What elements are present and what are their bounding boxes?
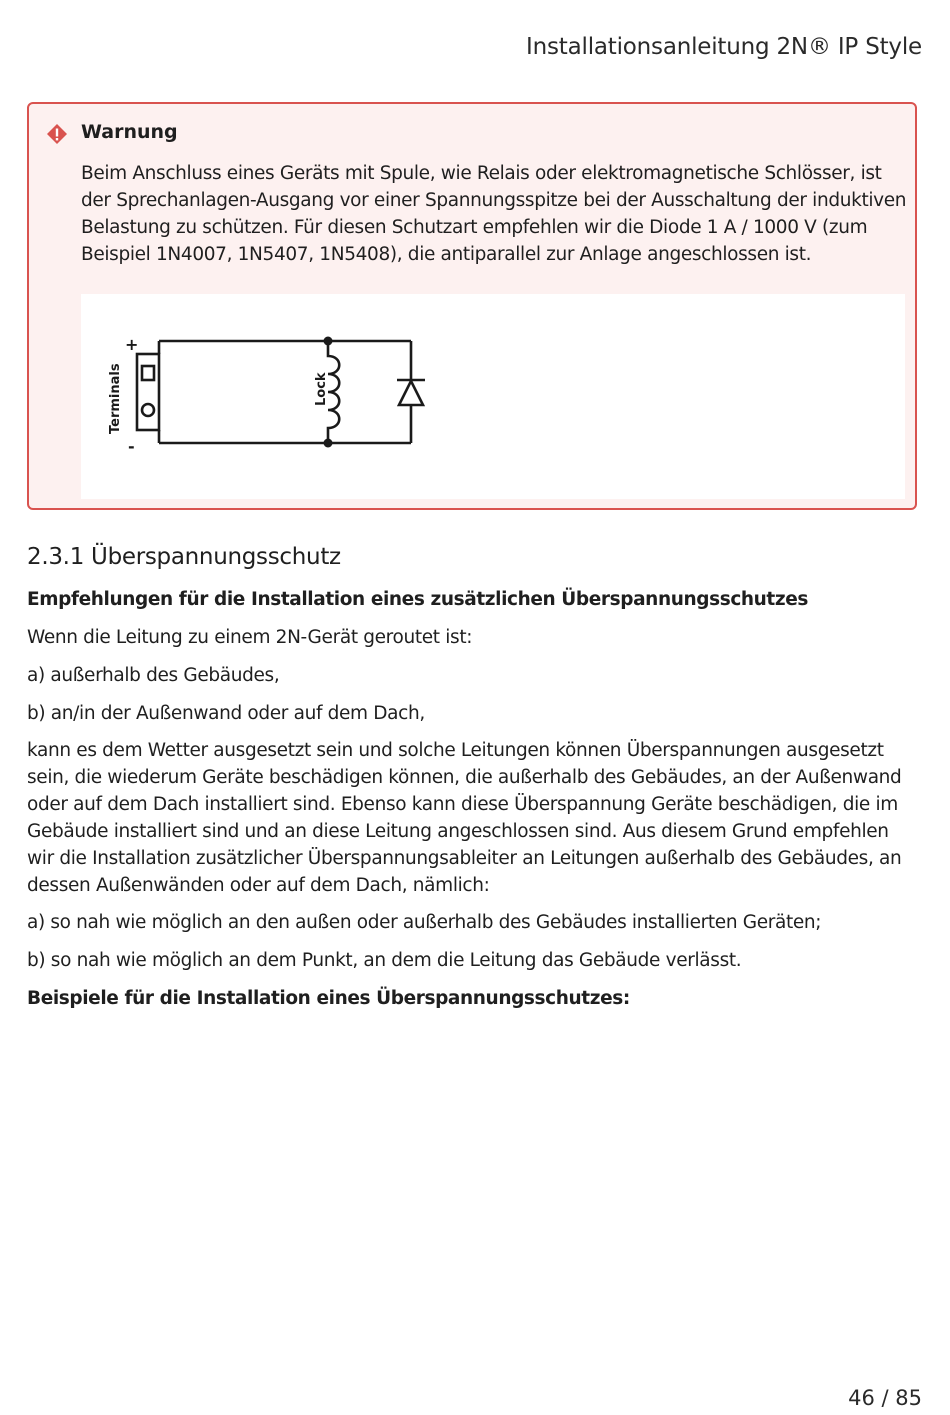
minus-label: - [128,437,135,456]
lock-diode-circuit-diagram [81,294,905,499]
lock-label: Lock [314,372,329,406]
warning-box [27,102,917,510]
recommendations-heading: Empfehlungen für die Installation eines zusätzlichen Überspannungsschutzes [27,589,809,610]
body-paragraph: kann es dem Wetter ausgesetzt sein und solche Leitungen können Überspannungen ausgesetzt sein, die wiederum Geräte beschädigen können, die außerhalb des Gebäudes, an der Außenwand oder auf dem Dach installiert sind. Ebenso kann diese Überspannung Geräte beschädigen, die im Gebäude installiert sind und an diese Leitung angeschlossen sind. Aus diesem Grund empfehlen wir die Installation zusätzlicher Überspannungsableiter an Leitungen außerhalb des Gebäudes, an dessen Außenwänden oder auf dem Dach, nämlich: [27,740,902,896]
examples-heading: Beispiele für die Installation eines Überspannungsschutzes: [27,988,630,1009]
recommendation-a-text: a) so nah wie möglich an den außen oder außerhalb des Gebäudes installierten Geräten; [27,912,822,933]
case-a-text: a) außerhalb des Gebäudes, [27,665,280,686]
circuit-svg [81,294,905,499]
page-number: 46 / 85 [848,1386,922,1410]
section-heading: 2.3.1 Überspannungsschutz [27,544,341,570]
intro-text: Wenn die Leitung zu einem 2N-Gerät geroutet ist: [27,627,473,648]
case-b-text: b) an/in der Außenwand oder auf dem Dach, [27,703,425,724]
terminals-label: Terminals [108,363,123,434]
plus-label: + [125,335,139,354]
page-header-title: Installationsanleitung 2N® IP Style [526,34,922,60]
warning-icon [46,123,68,145]
warning-title: Warnung [81,121,178,143]
warning-text: Beim Anschluss eines Geräts mit Spule, wie Relais oder elektromagnetische Schlösser, ist der Sprechanlagen-Ausgang vor einer Spannungsspitze bei der Ausschaltung der induktiven Belastung zu schützen. Für diesen Schutzart empfehlen wir die Diode 1 A / 1000 V (zum Beispiel 1N4007, 1N5407, 1N5408), die antiparallel zur Anlage angeschlossen ist. [81,163,907,265]
recommendation-b-text: b) so nah wie möglich an dem Punkt, an dem die Leitung das Gebäude verlässt. [27,950,742,971]
